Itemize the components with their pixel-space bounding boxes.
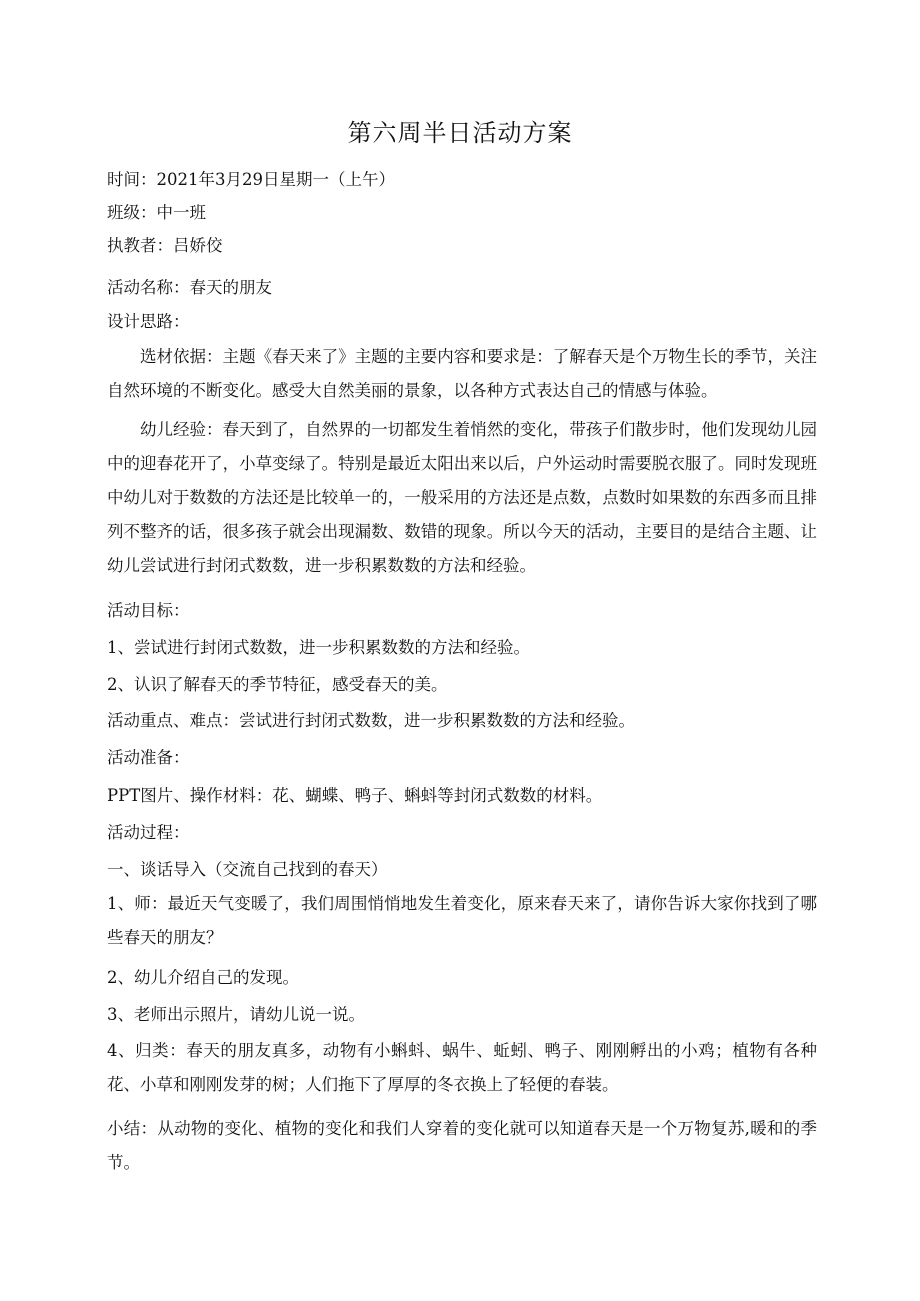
activity-name-line: 活动名称：春天的朋友 xyxy=(107,278,272,297)
design-basis-paragraph: 选材依据：主题《春天来了》主题的主要内容和要求是：了解春天是个万物生长的季节，关注自然环境的不断变化。感受大自然美丽的景象，以各种方式表达自己的情感与体验。 xyxy=(107,347,817,400)
teacher-line: 执教者：吕娇佼 xyxy=(107,236,223,255)
goals-heading: 活动目标： xyxy=(107,601,190,620)
time-line: 时间：2021年3月29日星期一（上午） xyxy=(107,170,395,189)
child-experience-paragraph: 幼儿经验：春天到了，自然界的一切都发生着悄然的变化，带孩子们散步时，他们发现幼儿园中的迎春花开了，小草变绿了。特别是最近太阳出来以后，户外运动时需要脱衣服了。同时发现班中幼儿对于数数的方法还是比较单一的，一般采用的方法还是点数，点数时如果数的东西多而且排列不整齐的话，很多孩子就会出现漏数、数错的现象。所以今天的活动，主要目的是结合主题、让幼儿尝试进行封闭式数数，进一步积累数数的方法和经验。 xyxy=(107,420,817,575)
process-heading: 活动过程： xyxy=(107,823,190,842)
step-1-1: 1、师：最近天气变暖了，我们周围悄悄地发生着变化，原来春天来了，请你告诉大家你找到了哪些春天的朋友？ xyxy=(107,894,817,947)
step-1-2: 2、幼儿介绍自己的发现。 xyxy=(107,968,299,987)
step-1-4: 4、归类：春天的朋友真多，动物有小蝌蚪、蜗牛、蚯蚓、鸭子、刚刚孵出的小鸡；植物有各种花、小草和刚刚发芽的树；人们拖下了厚厚的冬衣换上了轻便的春装。 xyxy=(107,1041,817,1094)
prep-heading: 活动准备： xyxy=(107,748,190,767)
document-title: 第六周半日活动方案 xyxy=(347,119,573,147)
goal-2: 2、认识了解春天的季节特征，感受春天的美。 xyxy=(107,675,448,694)
prep-materials: PPT图片、操作材料：花、蝴蝶、鸭子、蝌蚪等封闭式数数的材料。 xyxy=(107,786,603,805)
key-points-line: 活动重点、难点：尝试进行封闭式数数，进一步积累数数的方法和经验。 xyxy=(107,711,635,730)
step-1-title: 一、谈话导入（交流自己找到的春天） xyxy=(107,860,388,879)
summary-paragraph: 小结：从动物的变化、植物的变化和我们人穿着的变化就可以知道春天是一个万物复苏,暖和的季节。 xyxy=(107,1119,817,1172)
class-line: 班级：中一班 xyxy=(107,203,206,222)
goal-1: 1、尝试进行封闭式数数，进一步积累数数的方法和经验。 xyxy=(107,638,530,657)
design-heading: 设计思路： xyxy=(107,312,190,331)
step-1-3: 3、老师出示照片，请幼儿说一说。 xyxy=(107,1005,365,1024)
